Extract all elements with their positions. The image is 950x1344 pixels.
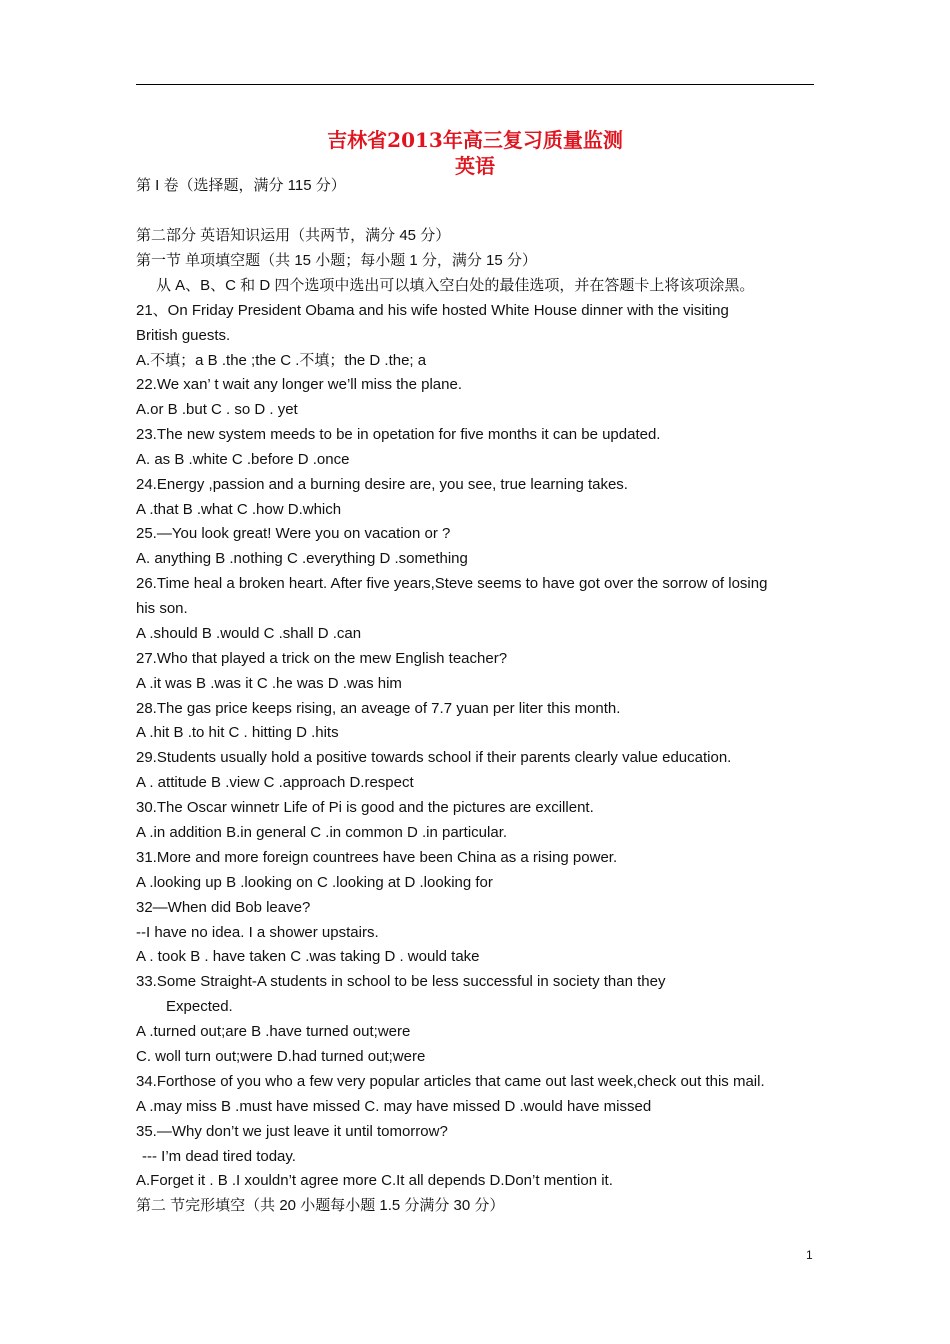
text-line: 31.More and more foreign countrees have been China as a rising power. xyxy=(136,849,618,866)
text-line: --I have no idea. I a shower upstairs. xyxy=(136,924,379,941)
text-line: A .it was B .was it C .he was D .was him xyxy=(136,675,402,692)
text-line: A .hit B .to hit C . hitting D .hits xyxy=(136,724,339,741)
text-line: A .looking up B .looking on C .looking at D .looking for xyxy=(136,874,493,891)
text-line: 21、On Friday President Obama and his wife hosted White House dinner with the visiting xyxy=(136,302,729,319)
document-title: 吉林省2013年高三复习质量监测 xyxy=(327,128,623,152)
text-line: 34.Forthose of you who a few very popular articles that came out last week,check out this mail. xyxy=(136,1073,765,1090)
header-rule xyxy=(136,84,814,85)
text-line: A .may miss B .must have missed C. may have missed D .would have missed xyxy=(136,1098,652,1115)
text-line: A . took B . have taken C .was taking D . would take xyxy=(136,948,480,965)
text-line: 29.Students usually hold a positive towards school if their parents clearly value education. xyxy=(136,749,732,766)
text-line: 28.The gas price keeps rising, an aveage of 7.7 yuan per liter this month. xyxy=(136,700,621,717)
text-line: A.不填；a B .the ;the C .不填；the D .the; a xyxy=(136,352,427,369)
text-line: 32—When did Bob leave? xyxy=(136,899,311,916)
text-line: C. woll turn out;were D.had turned out;were xyxy=(136,1048,426,1065)
text-line: A. as B .white C .before D .once xyxy=(136,451,350,468)
text-line: 33.Some Straight-A students in school to be less successful in society than they xyxy=(136,973,666,990)
text-line: 25.—You look great! Were you on vacation or ? xyxy=(136,525,451,542)
text-line: A.or B .but C . so D . yet xyxy=(136,401,298,418)
text-line: 24.Energy ,passion and a burning desire are, you see, true learning takes. xyxy=(136,476,628,493)
text-line: 23.The new system meeds to be in opetation for five months it can be updated. xyxy=(136,426,661,443)
text-line: 第一节 单项填空题（共 15 小题；每小题 1 分，满分 15 分） xyxy=(136,252,537,269)
text-line: 30.The Oscar winnetr Life of Pi is good and the pictures are excillent. xyxy=(136,799,594,816)
text-line: 第 I 卷（选择题，满分 115 分） xyxy=(136,177,346,194)
text-line: 35.—Why don’t we just leave it until tomorrow? xyxy=(136,1123,448,1140)
text-line: A.Forget it . B .I xouldn’t agree more C.It all depends D.Don’t mention it. xyxy=(136,1172,613,1189)
text-line: 第二 节完形填空（共 20 小题每小题 1.5 分满分 30 分） xyxy=(136,1197,505,1214)
text-line: 26.Time heal a broken heart. After five years,Steve seems to have got over the sorrow of losing xyxy=(136,575,768,592)
text-line: A .should B .would C .shall D .can xyxy=(136,625,362,642)
text-line: 22.We xan’ t wait any longer we’ll miss the plane. xyxy=(136,376,462,393)
text-line: A .that B .what C .how D.which xyxy=(136,501,342,518)
text-line: 27.Who that played a trick on the mew English teacher? xyxy=(136,650,508,667)
text-line: Expected. xyxy=(166,998,233,1015)
text-line: 从 A、B、C 和 D 四个选项中选出可以填入空白处的最佳选项，并在答题卡上将该项涂黑。 xyxy=(156,277,755,294)
text-line: A. anything B .nothing C .everything D .something xyxy=(136,550,468,567)
text-line: 第二部分 英语知识运用（共两节，满分 45 分） xyxy=(136,227,451,244)
text-line: British guests. xyxy=(136,327,231,344)
page-number: 1 xyxy=(806,1248,813,1262)
text-line: his son. xyxy=(136,600,188,617)
document-subtitle: 英语 xyxy=(455,154,495,178)
text-line: A .in addition B.in general C .in common D .in particular. xyxy=(136,824,508,841)
text-line: A .turned out;are B .have turned out;were xyxy=(136,1023,411,1040)
text-line: A . attitude B .view C .approach D.respect xyxy=(136,774,414,791)
text-line: --- I’m dead tired today. xyxy=(142,1148,296,1165)
